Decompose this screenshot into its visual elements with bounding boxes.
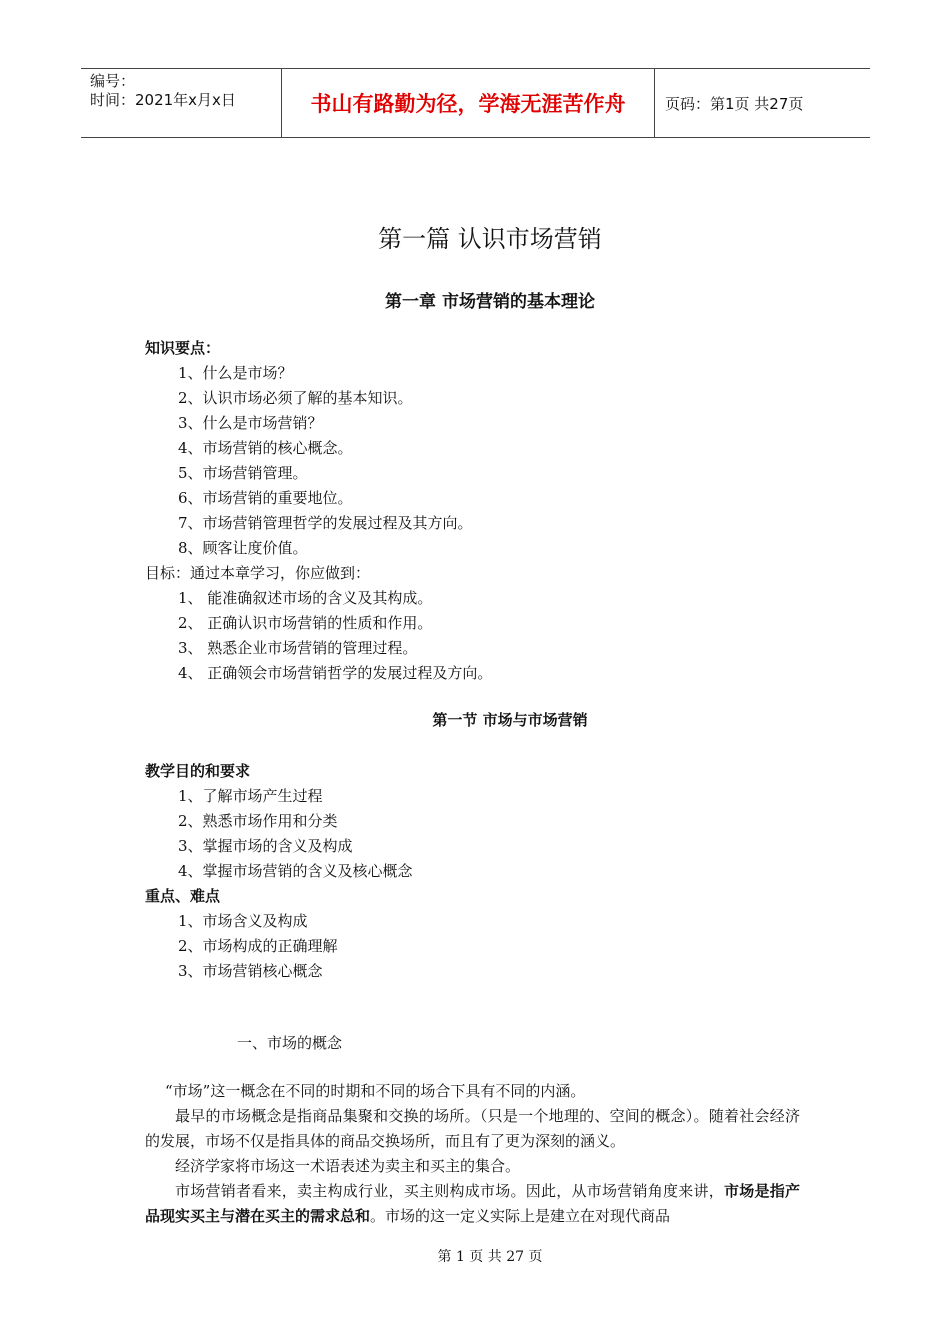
header-motto: 书山有路勤为径，学海无涯苦作舟 <box>282 69 655 137</box>
goals-label: 目标：通过本章学习，你应做到： <box>145 564 371 582</box>
teaching-label: 教学目的和要求 <box>145 762 251 780</box>
list-item: 2、熟悉市场作用和分类 <box>178 812 338 830</box>
section-title: 第一节 市场与市场营销 <box>432 711 588 729</box>
list-item: 1、市场含义及构成 <box>178 912 308 930</box>
header-table <box>81 68 870 138</box>
list-item: 8、顾客让度价值。 <box>178 539 308 557</box>
list-item: 3、市场营销核心概念 <box>178 962 323 980</box>
paragraph-text: 。市场的这一定义实际上是建立在对现代商品 <box>370 1207 671 1225</box>
paragraph-text: 市场营销者看来，卖主构成行业，买主则构成市场。因此，从市场营销角度来讲， <box>175 1182 724 1200</box>
header-page-info: 页码：第1页 共27页 <box>665 94 804 113</box>
chapter-title: 第一章 市场营销的基本理论 <box>385 292 595 312</box>
document-title: 第一篇 认识市场营销 <box>378 225 602 253</box>
list-item: 2、 正确认识市场营销的性质和作用。 <box>178 614 433 632</box>
header-left-cell <box>81 69 282 137</box>
paragraph: “市场”这一概念在不同的时期和不同的场合下具有不同的内涵。 <box>165 1082 586 1100</box>
list-item: 1、 能准确叙述市场的含义及其构成。 <box>178 589 433 607</box>
list-item: 1、什么是市场？ <box>178 364 293 382</box>
paragraph <box>145 1179 800 1229</box>
body-text <box>145 1079 800 1229</box>
key-points-label: 重点、难点 <box>145 887 221 905</box>
list-item: 4、掌握市场营销的含义及核心概念 <box>178 862 413 880</box>
time-label: 时间：2021年x月x日 <box>90 91 236 109</box>
list-item: 4、 正确领会市场营销哲学的发展过程及方向。 <box>178 664 493 682</box>
list-item: 3、什么是市场营销？ <box>178 414 323 432</box>
list-item: 6、市场营销的重要地位。 <box>178 489 353 507</box>
paragraph: 最早的市场概念是指商品集聚和交换的场所。（只是一个地理的、空间的概念）。随着社会经济的发展，市场不仅是指具体的商品交换场所，而且有了更为深刻的涵义。 <box>145 1107 800 1150</box>
list-item: 5、市场营销管理。 <box>178 464 308 482</box>
list-item: 3、掌握市场的含义及构成 <box>178 837 353 855</box>
number-label: 编号： <box>90 72 136 90</box>
list-item: 1、了解市场产生过程 <box>178 787 323 805</box>
definition-bold: 市场是指产品现实买主与潜在买主的需求总和 <box>145 1182 800 1225</box>
list-item: 2、市场构成的正确理解 <box>178 937 338 955</box>
knowledge-label: 知识要点： <box>145 339 221 357</box>
paragraph: 经济学家将市场这一术语表述为卖主和买主的集合。 <box>175 1157 521 1175</box>
list-item: 4、市场营销的核心概念。 <box>178 439 353 457</box>
list-item: 7、市场营销管理哲学的发展过程及其方向。 <box>178 514 473 532</box>
subsection-heading: 一、市场的概念 <box>237 1034 343 1052</box>
page-footer: 第 1 页 共 27 页 <box>437 1249 543 1265</box>
list-item: 3、 熟悉企业市场营销的管理过程。 <box>178 639 418 657</box>
list-item: 2、认识市场必须了解的基本知识。 <box>178 389 413 407</box>
